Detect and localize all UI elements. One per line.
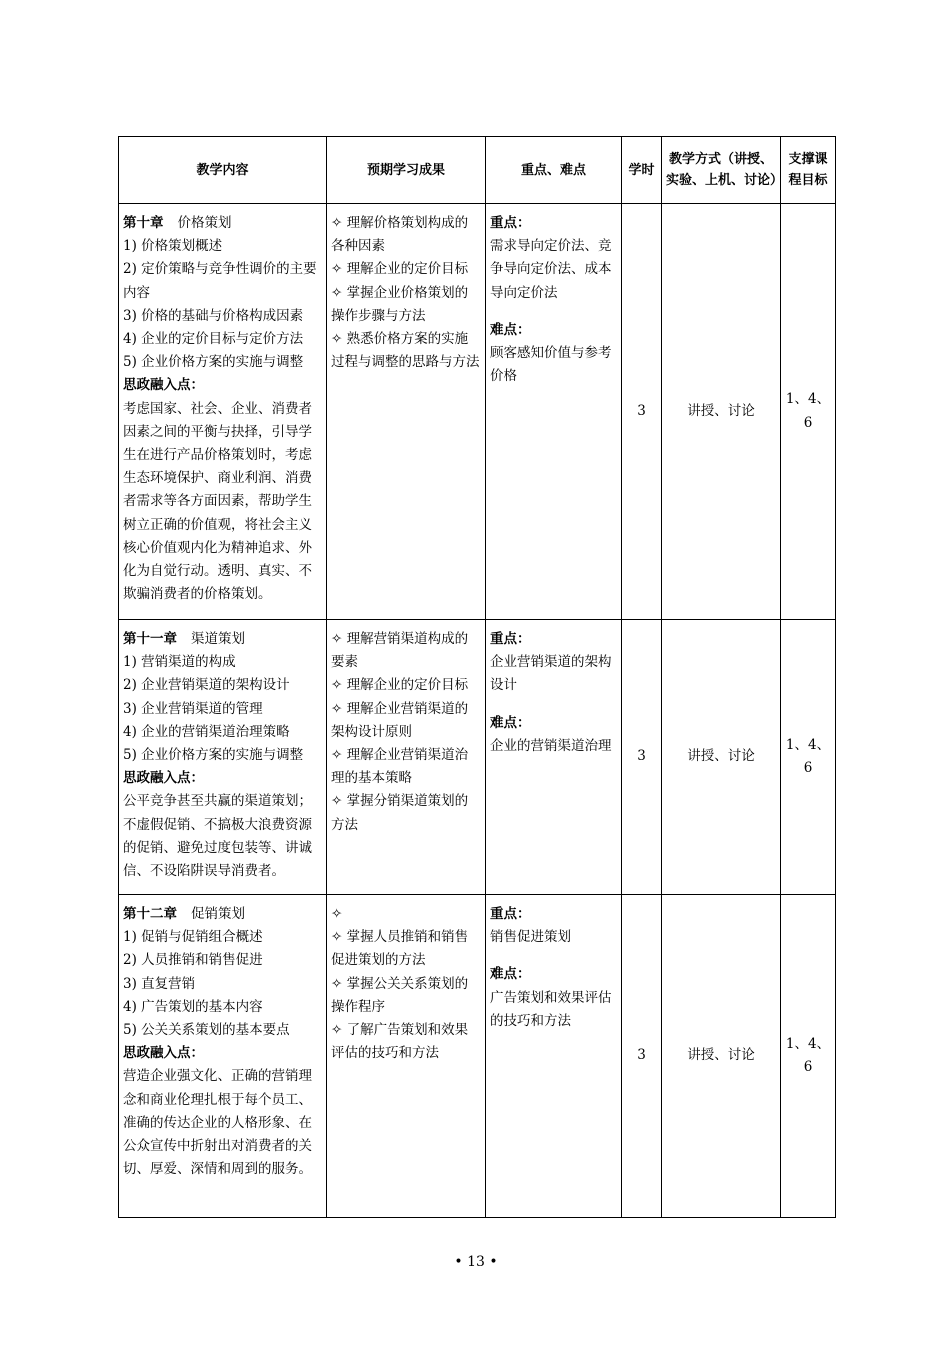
header-goals: [781, 137, 836, 204]
goals-cell: 1、4、6: [781, 620, 836, 895]
outcome-item: ✧ 掌握人员推销和销售促进策划的方法: [331, 929, 469, 969]
outcomes-cell: [327, 895, 486, 1218]
chapter-name: 价格策划: [177, 215, 232, 231]
chapter-heading: [123, 903, 322, 926]
key-points-cell: [486, 620, 622, 895]
table-row: [119, 895, 836, 1218]
ideology-label: 思政融入点：: [123, 1045, 204, 1062]
outcome-item: ✧ 掌握企业价格策划的操作步骤与方法: [331, 284, 469, 324]
content-cell: [119, 204, 327, 620]
chapter-heading: [123, 212, 322, 235]
header-goals-line2: 程目标: [788, 173, 828, 188]
list-item: 1) 营销渠道的构成: [123, 654, 236, 671]
outcomes-cell: [327, 204, 486, 620]
method-cell: 讲授、讨论: [662, 620, 781, 895]
hours-cell: 3: [622, 895, 662, 1218]
chapter-number: 第十章: [123, 215, 164, 231]
outcome-item: ✧ 熟悉价格方案的实施过程与调整的思路与方法: [331, 331, 480, 371]
key-text: 需求导向定价法、竞争导向定价法、成本导向定价法: [490, 238, 612, 301]
list-item: 5) 企业价格方案的实施与调整: [123, 747, 304, 764]
ideology-label: 思政融入点：: [123, 770, 204, 787]
list-item: 3) 直复营销: [123, 975, 196, 992]
key-label: 重点：: [490, 906, 531, 922]
table-row: [119, 620, 836, 895]
list-item: 3) 企业营销渠道的管理: [123, 700, 263, 717]
outcome-item: ✧ 理解企业的定价目标: [331, 677, 469, 694]
method-cell: 讲授、讨论: [662, 204, 781, 620]
outcome-item: ✧ 掌握公关关系策划的操作程序: [331, 975, 469, 1015]
outcome-item: ✧ 掌握分销渠道策划的方法: [331, 793, 469, 833]
key-points-cell: [486, 204, 622, 620]
ideology-label: 思政融入点：: [123, 377, 204, 394]
difficulty-text: 广告策划和效果评估的技巧和方法: [490, 989, 612, 1029]
outcome-item: ✧ 理解营销渠道构成的要素: [331, 631, 469, 671]
syllabus-table: [118, 136, 836, 1218]
list-item: 4) 企业的定价目标与定价方法: [123, 331, 304, 348]
content-cell: [119, 895, 327, 1218]
outcome-item: ✧ 理解企业营销渠道的架构设计原则: [331, 700, 469, 740]
outcome-item: ✧ 了解广告策划和效果评估的技巧和方法: [331, 1022, 469, 1062]
header-methods-line1: 教学方式（讲授、: [668, 152, 773, 167]
header-goals-line1: 支撑课: [788, 152, 828, 167]
chapter-name: 促销策划: [191, 906, 245, 922]
list-item: 3) 价格的基础与价格构成因素: [123, 307, 304, 324]
list-item: 2) 人员推销和销售促进: [123, 952, 263, 969]
content-cell: [119, 620, 327, 895]
difficulty-text: 企业的营销渠道治理: [490, 737, 612, 754]
ideology-text: 公平竞争甚至共赢的渠道策划；不虚假促销、不搞极大浪费资源的促销、避免过度包装等、讲诚信、不设陷阱误导消费者。: [123, 793, 312, 880]
header-methods: [662, 137, 784, 204]
outcome-item: ✧ 理解价格策划构成的各种因素: [331, 215, 469, 255]
list-item: 5) 企业价格方案的实施与调整: [123, 354, 304, 371]
chapter-heading: [123, 628, 322, 651]
method-cell: 讲授、讨论: [662, 895, 781, 1218]
outcome-item: ✧ 理解企业的定价目标: [331, 261, 469, 278]
key-label: 重点：: [490, 631, 531, 647]
page-number: • 13 •: [454, 1254, 498, 1270]
list-item: 1) 价格策划概述: [123, 238, 223, 255]
ideology-text: 营造企业强文化、正确的营销理念和商业伦理扎根于每个员工、准确的传达企业的人格形象、在公众宣传中折射出对消费者的关切、厚爱、深情和周到的服务。: [123, 1068, 312, 1178]
list-item: 4) 企业的营销渠道治理策略: [123, 723, 290, 740]
key-label: 重点：: [490, 215, 531, 231]
goals-cell: 1、4、6: [781, 895, 836, 1218]
hours-cell: 3: [622, 204, 662, 620]
list-item: 1) 促销与促销组合概述: [123, 929, 263, 946]
header-key-points: 重点、难点: [486, 137, 622, 204]
ideology-text: 考虑国家、社会、企业、消费者因素之间的平衡与抉择，引导学生在进行产品价格策划时，考虑生态环境保护、商业利润、消费者需求等各方面因素，帮助学生树立正确的价值观，将社会主义核心价值观内化为精神追求、外化为自觉行动。透明、真实、不欺骗消费者的价格策划。: [123, 400, 312, 603]
difficulty-text: 顾客感知价值与参考价格: [490, 345, 612, 385]
header-hours: 学时: [622, 137, 662, 204]
outcomes-cell: [327, 620, 486, 895]
outcome-item: ✧: [331, 906, 343, 922]
list-item: 2) 定价策略与竞争性调价的主要内容: [123, 261, 317, 301]
difficulty-label: 难点：: [490, 321, 531, 338]
difficulty-label: 难点：: [490, 966, 531, 983]
goals-cell: 1、4、6: [781, 204, 836, 620]
table-row: [119, 204, 836, 620]
header-content: 教学内容: [119, 137, 327, 204]
outcome-item: ✧ 理解企业营销渠道治理的基本策略: [331, 747, 469, 787]
key-points-cell: [486, 895, 622, 1218]
list-item: 5) 公关关系策划的基本要点: [123, 1022, 290, 1039]
chapter-number: 第十一章: [123, 631, 177, 647]
list-item: 4) 广告策划的基本内容: [123, 998, 263, 1015]
key-text: 企业营销渠道的架构设计: [490, 654, 612, 694]
table-header-row: [119, 137, 836, 204]
list-item: 2) 企业营销渠道的架构设计: [123, 677, 290, 694]
hours-cell: 3: [622, 620, 662, 895]
difficulty-label: 难点：: [490, 714, 531, 731]
header-outcomes: 预期学习成果: [327, 137, 486, 204]
header-methods-line2: 实验、上机、讨论）: [666, 173, 784, 188]
chapter-number: 第十二章: [123, 906, 177, 922]
key-text: 销售促进策划: [490, 929, 571, 946]
chapter-name: 渠道策划: [191, 631, 245, 647]
